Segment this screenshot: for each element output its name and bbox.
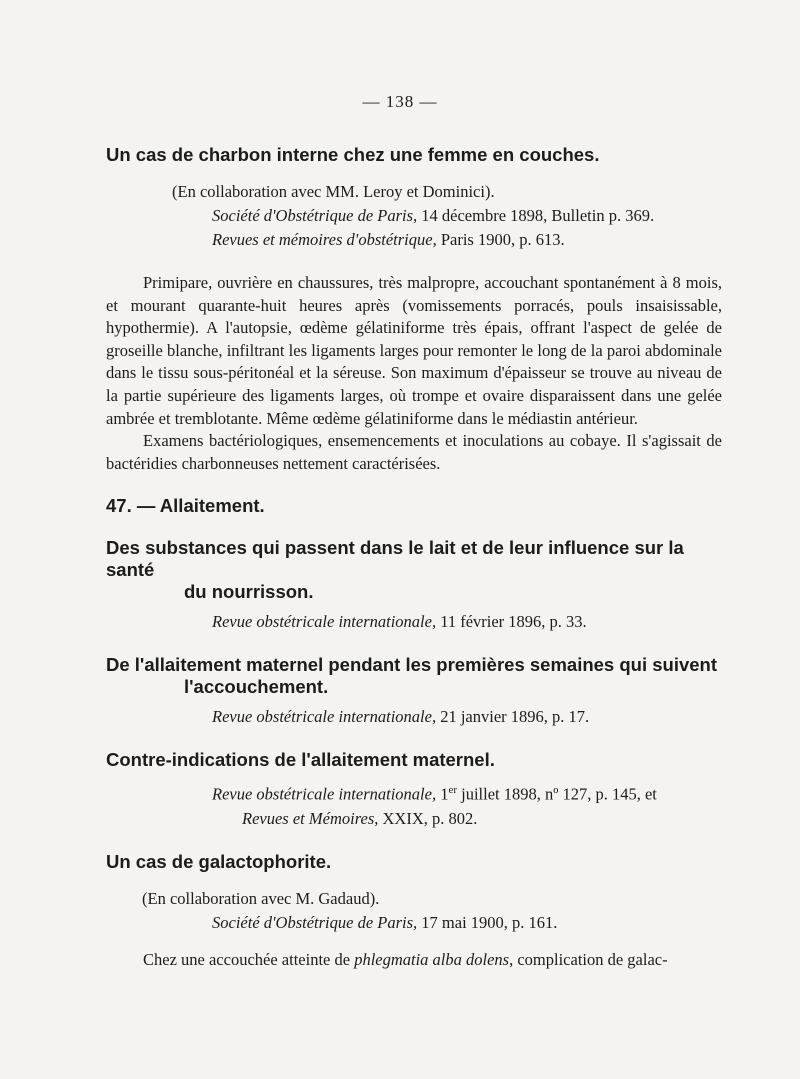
reference <box>106 778 722 831</box>
title-line: l'accouchement. <box>184 676 329 698</box>
collaboration-note: (En collaboration avec MM. Leroy et Dominici). <box>172 182 495 201</box>
paragraph: Primipare, ouvrière en chaussures, très malpropre, accouchant spontanément à 8 mois, et mourant quarante-huit heures après (vomissements porracés, pouls insaisissable, hypothermie). A l'autopsie, œdème gélatiniforme très épais, offrant l'aspect de gelée de groseille blanche, infiltrant les ligaments larges pour remonter le long de la paroi abdominale dans le tissu sous-péritonéal et la séreuse. Son maximum d'épaisseur se trouve au niveau de la partie supérieure des ligaments larges, où trompe et ovaire disparaissent dans une gelée ambrée et tremblotante. Même œdème gélatiniforme dans le médiastin antérieur. <box>106 273 722 428</box>
collaboration-note: (En collaboration avec M. Gadaud). <box>142 888 380 908</box>
section-heading: 47. — Allaitement. <box>106 495 265 517</box>
journal-name: Société d'Obstétrique de Paris, <box>212 206 418 225</box>
reference-details: 14 décembre 1898, Bulletin p. 369. <box>417 206 655 225</box>
reference-continuation <box>212 807 722 831</box>
page-content <box>106 144 722 971</box>
reference-day: 1 <box>436 784 449 804</box>
italic-term: phlegmatia alba dolens <box>354 949 510 969</box>
ordinal-suffix: er <box>448 784 457 797</box>
journal-name: Revues et Mémoires, <box>242 808 379 828</box>
reference <box>106 610 722 634</box>
reference-details: juillet 1898, nº 127, p. 145, et <box>457 784 657 804</box>
reference-details: Paris 1900, p. 613. <box>436 230 565 249</box>
article-title: Contre-indications de l'allaitement maternel. <box>106 749 495 771</box>
article-title: Un cas de galactophorite. <box>106 850 332 872</box>
paragraph: Examens bactériologiques, ensemencements et inoculations au cobaye. Il s'agissait de bactéridies charbonneuses nettement caractérisées. <box>106 431 722 473</box>
paragraph <box>106 949 722 972</box>
reference <box>106 228 722 252</box>
reference-details: 17 mai 1900, p. 161. <box>417 912 558 932</box>
article-title: Un cas de charbon interne chez une femme en couches. <box>106 144 600 165</box>
title-line: du nourrisson. <box>184 581 314 603</box>
reference-details: 21 janvier 1896, p. 17. <box>436 707 590 727</box>
journal-name: Revue obstétricale internationale, <box>212 707 437 727</box>
journal-name: Revues et mémoires d'obstétrique, <box>212 230 437 249</box>
reference <box>106 705 722 729</box>
journal-name: Société d'Obstétrique de Paris, <box>212 912 418 932</box>
reference <box>106 911 722 935</box>
article-title <box>106 654 722 698</box>
title-line: Des substances qui passent dans le lait et de leur influence sur la santé <box>106 537 684 581</box>
paragraph-text: Chez une accouchée atteinte de <box>143 949 355 969</box>
reference <box>106 204 722 228</box>
reference-details: 11 février 1896, p. 33. <box>436 612 587 632</box>
title-line: De l'allaitement maternel pendant les premières semaines qui suivent <box>106 654 718 676</box>
reference-details: XXIX, p. 802. <box>378 808 478 828</box>
paragraph-text: , complication de galac- <box>509 949 668 969</box>
page-number: — 138 — <box>362 92 438 111</box>
journal-name: Revue obstétricale internationale, <box>212 784 437 804</box>
journal-name: Revue obstétricale internationale, <box>212 612 437 632</box>
article-title <box>106 537 722 603</box>
